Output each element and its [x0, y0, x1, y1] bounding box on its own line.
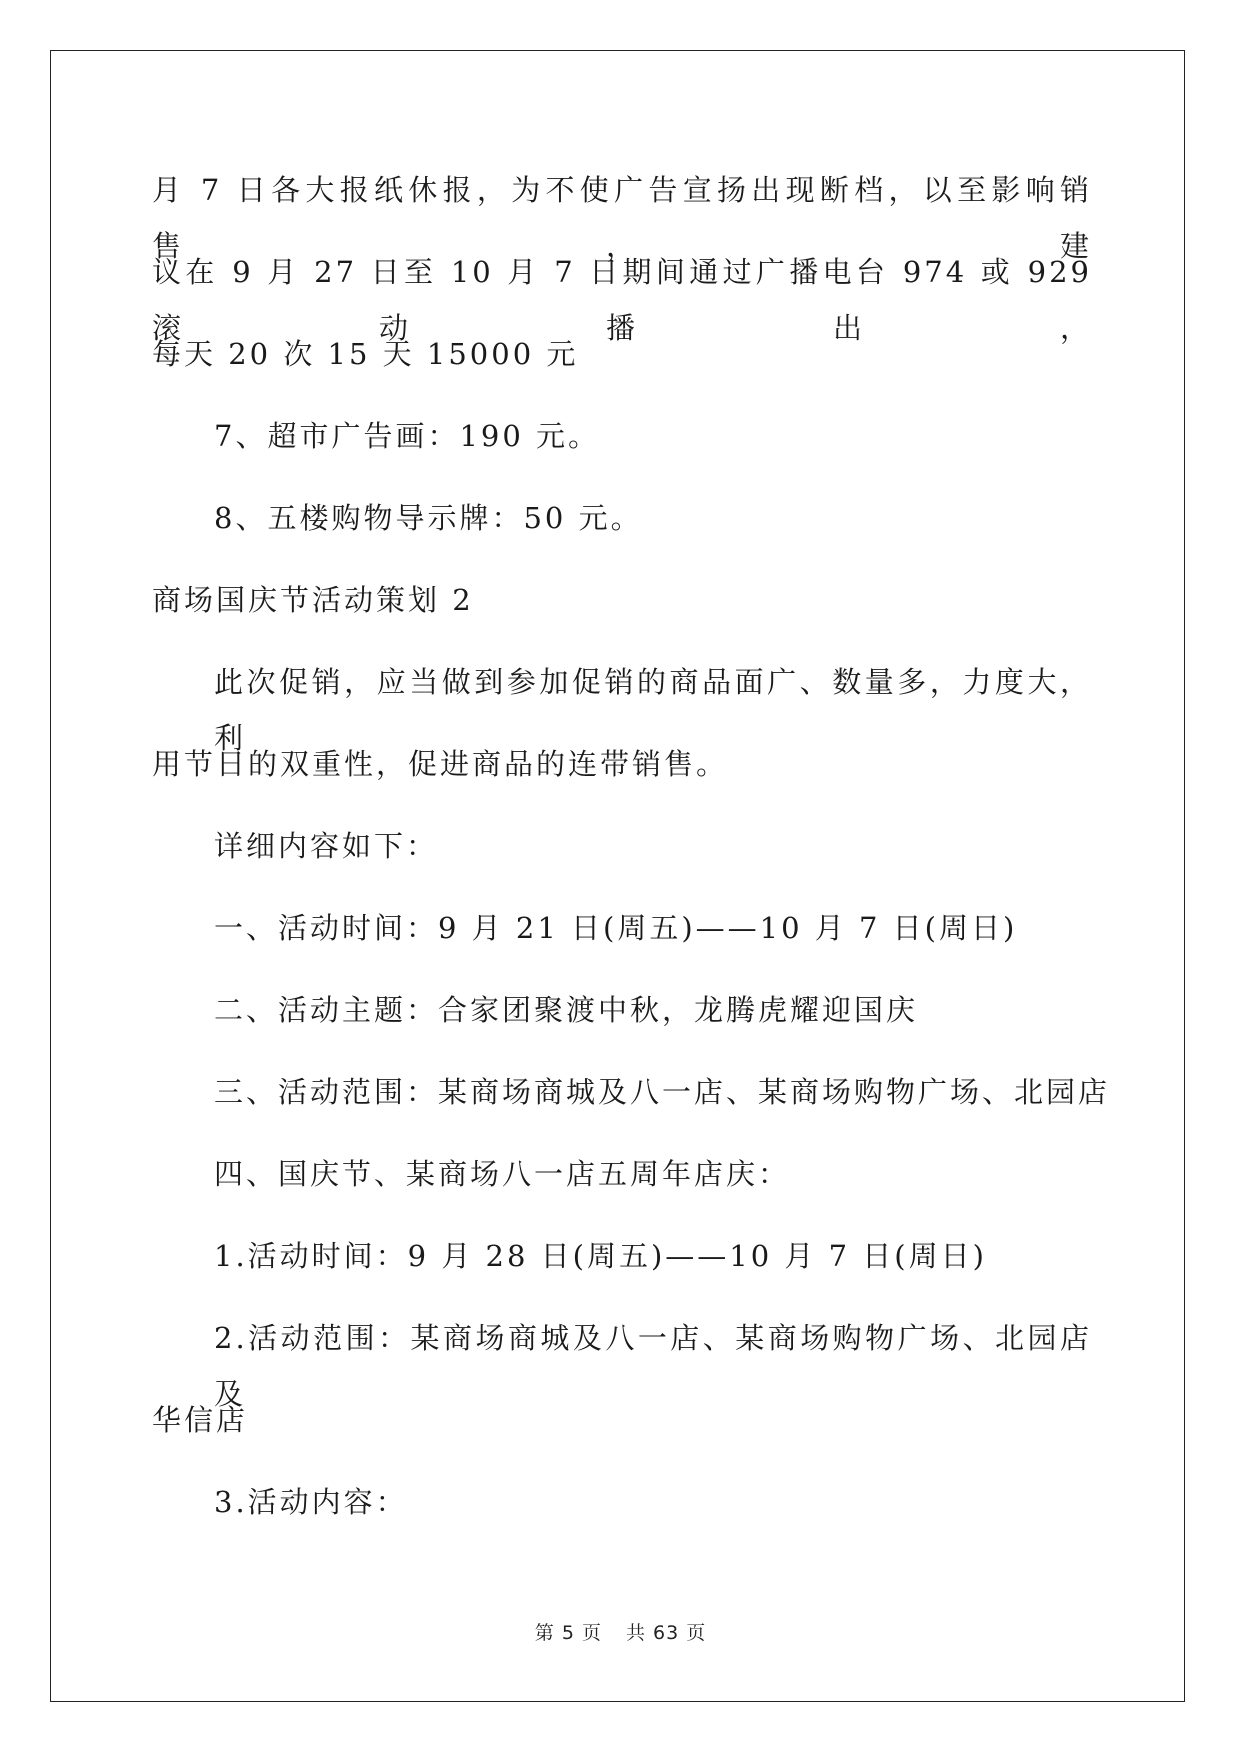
list-item: 三、活动范围：某商场商城及八一店、某商场购物广场、北园店: [214, 1075, 1111, 1109]
list-item: 1.活动时间：9 月 28 日(周五)——10 月 7 日(周日): [214, 1239, 987, 1273]
document-body: [152, 162, 1111, 1556]
list-item: 2.活动范围：某商场商城及八一店、某商场购物广场、北园店及: [214, 1321, 1092, 1411]
list-item: 一、活动时间：9 月 21 日(周五)——10 月 7 日(周日): [214, 911, 1018, 945]
section-heading: 商场国庆节活动策划 2: [152, 583, 474, 617]
list-item: 8、五楼购物导示牌：50 元。: [214, 501, 643, 535]
paragraph-line: 华信店: [152, 1403, 249, 1437]
list-item: 二、活动主题：合家团聚渡中秋，龙腾虎耀迎国庆: [214, 993, 919, 1027]
paragraph-line: 用节日的双重性，促进商品的连带销售。: [152, 747, 729, 781]
paragraph-line: 议在 9 月 27 日至 10 月 7 日期间通过广播电台 974 或 929 滚动播出，: [152, 255, 1092, 345]
page-number: 第 5 页: [534, 1622, 602, 1644]
list-item: 7、超市广告画：190 元。: [214, 419, 601, 453]
page-footer: [0, 1618, 1241, 1645]
paragraph-line: 每天 20 次 15 天 15000 元: [152, 337, 579, 371]
paragraph-line: 月 7 日各大报纸休报，为不使广告宣扬出现断档，以至影响销售，建: [152, 173, 1092, 263]
list-item: 3.活动内容：: [214, 1485, 408, 1519]
list-item: 四、国庆节、某商场八一店五周年店庆：: [214, 1157, 791, 1191]
page-total: 共 63 页: [625, 1622, 707, 1644]
paragraph-line: 此次促销，应当做到参加促销的商品面广、数量多，力度大，利: [214, 665, 1092, 755]
paragraph-line: 详细内容如下：: [214, 829, 439, 863]
